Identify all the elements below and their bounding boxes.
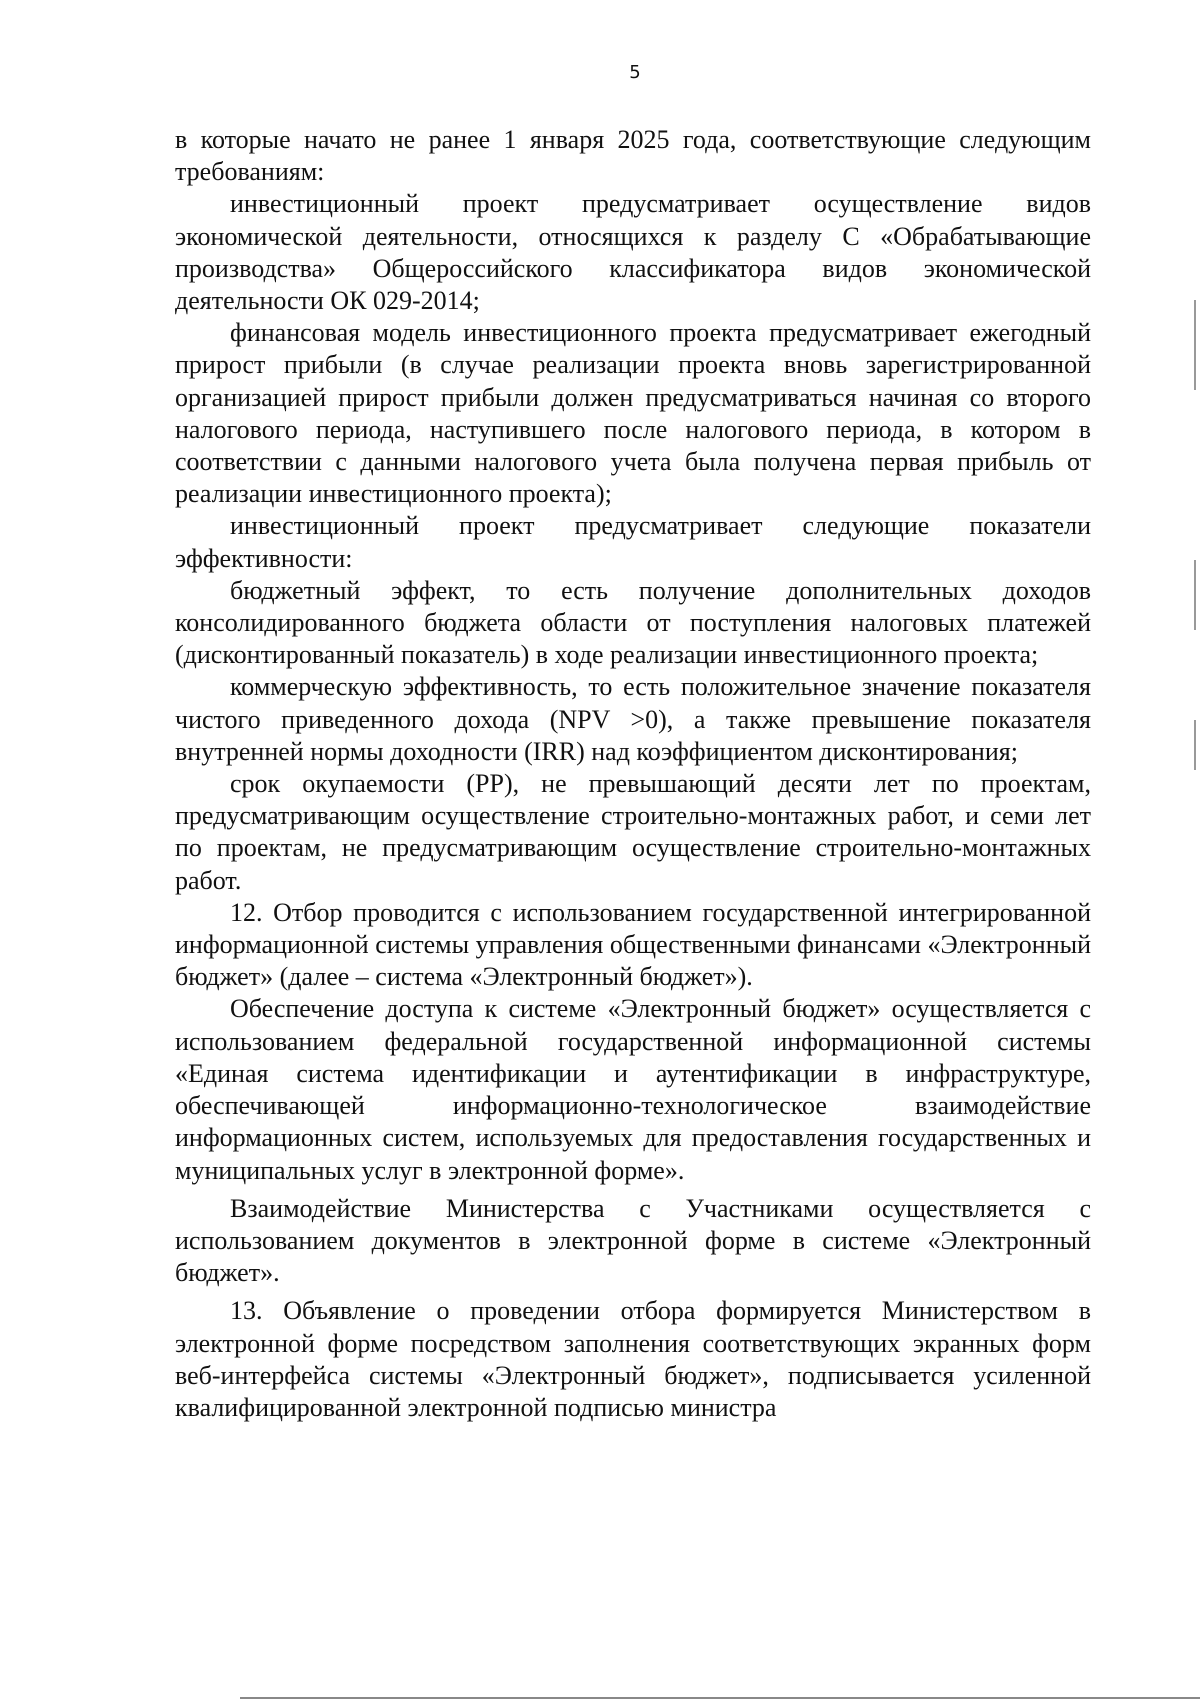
paragraph-5: бюджетный эффект, то есть получение дополнительных доходов консолидированного бюджета области от поступления налоговых платежей (дисконтированный показатель) в ходе реализации инвестиционного проекта;	[175, 575, 1091, 670]
paragraph-11: 13. Объявление о проведении отбора формируется Министерством в электронной форме посредством заполнения соответствующих экранных форм веб-интерфейса системы «Электронный бюджет», подписывается усиленной квалифицированной электронной подписью министра	[175, 1296, 1091, 1422]
paragraph-10: Взаимодействие Министерства с Участниками осуществляется с использованием документов в электронной форме в системе «Электронный бюджет».	[175, 1193, 1091, 1288]
document-body	[175, 124, 1091, 1424]
page-number: 5	[629, 62, 641, 83]
paragraph-3: финансовая модель инвестиционного проекта предусматривает ежегодный прирост прибыли (в случае реализации проекта вновь зарегистрированной организацией прирост прибыли должен предусматриваться начиная со второго налогового периода, наступившего после налогового периода, в котором в соответствии с данными налогового учета была получена первая прибыль от реализации инвестиционного проекта);	[175, 318, 1091, 509]
paragraph-8: 12. Отбор проводится с использованием государственной интегрированной информационной системы управления общественными финансами «Электронный бюджет» (далее – система «Электронный бюджет»).	[175, 897, 1091, 992]
paragraph-6: коммерческую эффективность, то есть положительное значение показателя чистого приведенного дохода (NPV >0), а также превышение показателя внутренней нормы доходности (IRR) над коэффициентом дисконтирования;	[175, 672, 1091, 766]
scan-edge-mark	[1194, 300, 1196, 390]
paragraph-7: срок окупаемости (PP), не превышающий десяти лет по проектам, предусматривающим осуществление строительно-монтажных работ, и семи лет по проектам, не предусматривающим осуществление строительно-монтажных работ.	[175, 769, 1091, 895]
scan-edge-mark	[1194, 720, 1196, 770]
paragraph-4: инвестиционный проект предусматривает следующие показатели эффективности:	[175, 511, 1091, 573]
scan-edge-mark	[1194, 560, 1196, 630]
paragraph-2: инвестиционный проект предусматривает осуществление видов экономической деятельности, относящихся к разделу C «Обрабатывающие производства» Общероссийского классификатора видов экономической деятельности ОК 029-2014;	[175, 189, 1091, 316]
paragraph-9: Обеспечение доступа к системе «Электронный бюджет» осуществляется с использованием федеральной государственной информационной системы «Единая система идентификации и аутентификации в инфраструктуре, обеспечивающей информационно-технологическое взаимодействие информационных систем, используемых для предоставления государственных и муниципальных услуг в электронной форме».	[175, 994, 1091, 1185]
paragraph-1: в которые начато не ранее 1 января 2025 года, соответствующие следующим требованиям:	[175, 125, 1091, 187]
scan-bottom-edge	[240, 1697, 1200, 1699]
